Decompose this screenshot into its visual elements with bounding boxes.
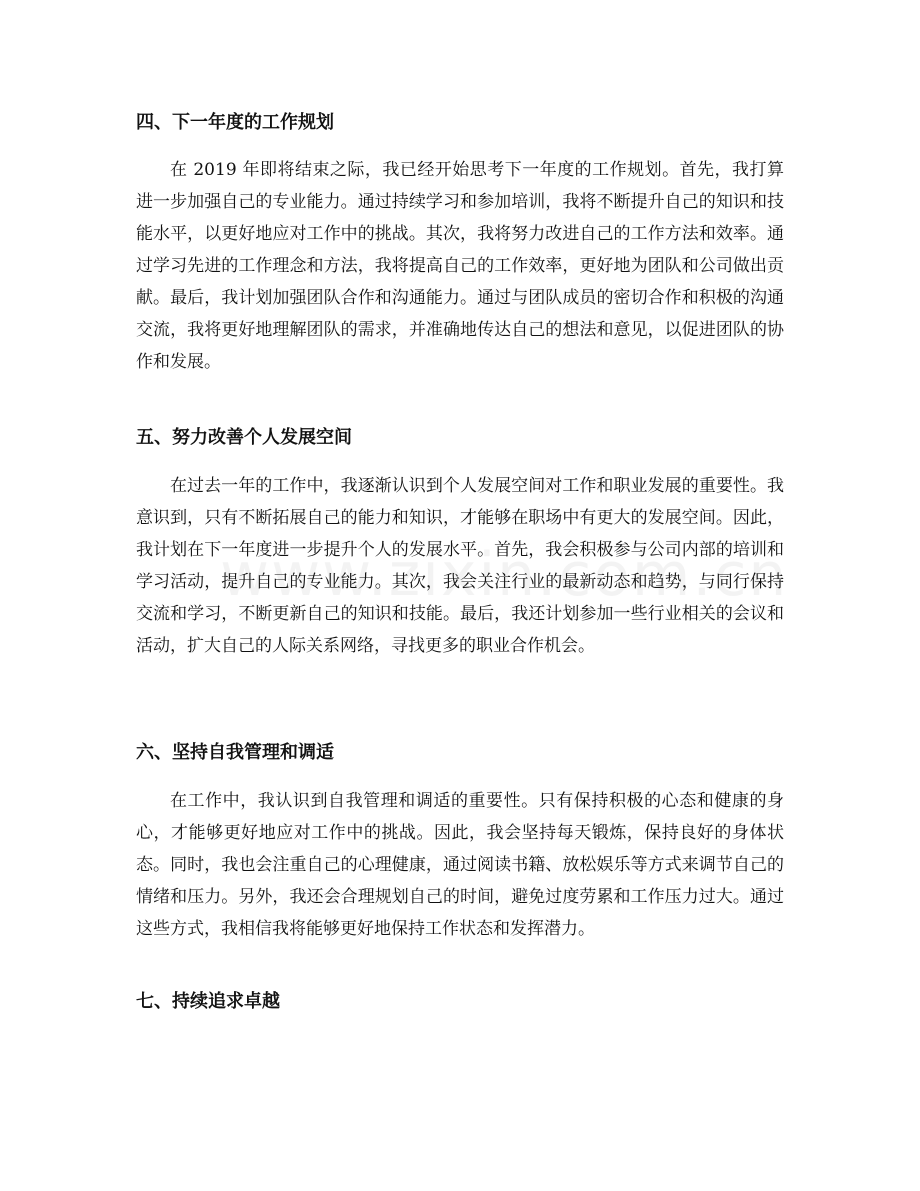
section-heading-7: 七、持续追求卓越 (136, 991, 280, 1012)
section-paragraph-6: 在工作中，我认识到自我管理和调适的重要性。只有保持积极的心态和健康的身心，才能够更好地应对工作中的挑战。因此，我会坚持每天锻炼，保持良好的身体状态。同时，我也会注重自己的心理健康，通过阅读书籍、放松娱乐等方式来调节自己的情绪和压力。另外，我还会合理规划自己的时间，避免过度劳累和工作压力过大。通过这些方式，我相信我将能够更好地保持工作状态和发挥潜力。 (136, 791, 784, 939)
section-heading-5: 五、努力改善个人发展空间 (136, 427, 352, 448)
section-paragraph-5: 在过去一年的工作中，我逐渐认识到个人发展空间对工作和职业发展的重要性。我意识到，只有不断拓展自己的能力和知识，才能够在职场中有更大的发展空间。因此，我计划在下一年度进一步提升个人的发展水平。首先，我会积极参与公司内部的培训和学习活动，提升自己的专业能力。其次，我会关注行业的最新动态和趋势，与同行保持交流和学习，不断更新自己的知识和技能。最后，我还计划参加一些行业相关的会议和活动，扩大自己的人际关系网络，寻找更多的职业合作机会。 (136, 476, 784, 656)
section-heading-4: 四、下一年度的工作规划 (136, 112, 334, 133)
section-heading-6: 六、坚持自我管理和调适 (136, 742, 334, 763)
section-paragraph-4: 在 2019 年即将结束之际，我已经开始思考下一年度的工作规划。首先，我打算进一步加强自己的专业能力。通过持续学习和参加培训，我将不断提升自己的知识和技能水平，以更好地应对工作中的挑战。其次，我将努力改进自己的工作方法和效率。通过学习先进的工作理念和方法，我将提高自己的工作效率，更好地为团队和公司做出贡献。最后，我计划加强团队合作和沟通能力。通过与团队成员的密切合作和积极的沟通交流，我将更好地理解团队的需求，并准确地传达自己的想法和意见，以促进团队的协作和发展。 (136, 160, 784, 372)
